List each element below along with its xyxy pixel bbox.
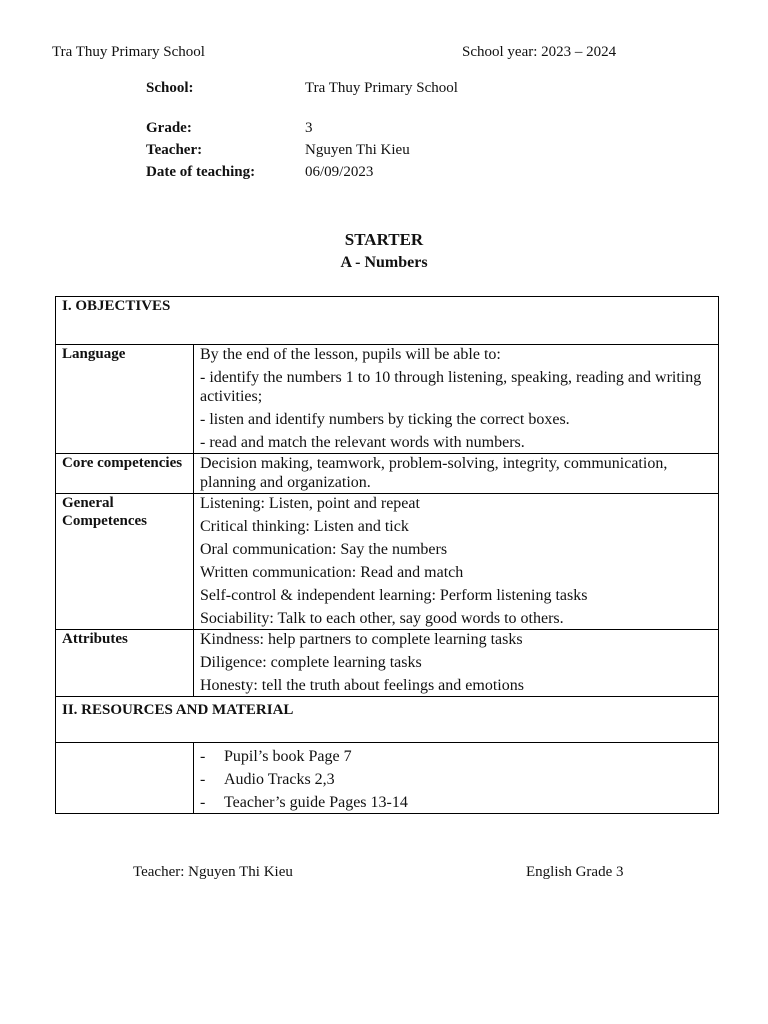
core-content — [194, 454, 719, 494]
resources-heading-row — [56, 697, 719, 743]
header-school-year: School year: 2023 – 2024 — [462, 44, 617, 60]
language-line: - read and match the relevant words with numbers. — [200, 434, 525, 451]
core-text: Decision making, teamwork, problem-solving, integrity, communication, planning and organization. — [200, 455, 668, 491]
date-label: Date of teaching: — [146, 164, 256, 180]
resource-item — [200, 770, 712, 789]
footer-subject: English Grade 3 — [526, 864, 624, 880]
grade-label: Grade: — [146, 120, 192, 136]
resource-dash: - — [200, 771, 206, 788]
objectives-heading-row — [56, 297, 719, 345]
resource-dash: - — [200, 794, 206, 811]
language-row — [56, 345, 719, 454]
language-line: By the end of the lesson, pupils will be able to: — [200, 346, 501, 363]
general-label: General Competences — [56, 494, 194, 630]
resources-heading: II. RESOURCES AND MATERIAL — [56, 697, 719, 743]
attributes-line: Honesty: tell the truth about feelings and emotions — [200, 677, 524, 694]
language-line: - identify the numbers 1 to 10 through listening, speaking, reading and writing activities; — [200, 369, 702, 405]
header-school: Tra Thuy Primary School — [52, 44, 205, 60]
teacher-label: Teacher: — [146, 142, 203, 158]
resource-text: Pupil’s book Page 7 — [224, 748, 352, 765]
school-value: Tra Thuy Primary School — [305, 80, 458, 96]
language-label: Language — [56, 345, 194, 454]
general-row — [56, 494, 719, 630]
school-label: School: — [146, 80, 194, 96]
resources-empty-cell — [56, 743, 194, 814]
general-content — [194, 494, 719, 630]
resource-text: Audio Tracks 2,3 — [224, 771, 335, 788]
general-line: Critical thinking: Listen and tick — [200, 518, 409, 535]
general-line: Self-control & independent learning: Perform listening tasks — [200, 587, 588, 604]
resource-item — [200, 793, 712, 812]
attributes-row — [56, 630, 719, 697]
resource-item — [200, 747, 712, 766]
lesson-title: STARTER — [344, 230, 424, 249]
attributes-line: Diligence: complete learning tasks — [200, 654, 422, 671]
general-line: Listening: Listen, point and repeat — [200, 495, 420, 512]
core-label: Core competencies — [56, 454, 194, 494]
attributes-label: Attributes — [56, 630, 194, 697]
lesson-subtitle: A - Numbers — [340, 254, 428, 271]
footer-teacher: Teacher: Nguyen Thi Kieu — [133, 864, 293, 880]
resource-dash: - — [200, 748, 206, 765]
language-line: - listen and identify numbers by ticking the correct boxes. — [200, 411, 570, 428]
general-line: Written communication: Read and match — [200, 564, 464, 581]
objectives-heading: I. OBJECTIVES — [56, 297, 719, 345]
lesson-plan-table — [55, 296, 719, 814]
attributes-line: Kindness: help partners to complete learning tasks — [200, 631, 523, 648]
attributes-content — [194, 630, 719, 697]
language-content — [194, 345, 719, 454]
general-line: Oral communication: Say the numbers — [200, 541, 448, 558]
grade-value: 3 — [305, 120, 313, 136]
general-line: Sociability: Talk to each other, say good words to others. — [200, 610, 564, 627]
resource-text: Teacher’s guide Pages 13-14 — [224, 794, 408, 811]
teacher-value: Nguyen Thi Kieu — [305, 142, 410, 158]
resources-content — [194, 743, 719, 814]
core-row — [56, 454, 719, 494]
date-value: 06/09/2023 — [305, 164, 374, 180]
resources-row — [56, 743, 719, 814]
resources-list — [200, 747, 712, 812]
